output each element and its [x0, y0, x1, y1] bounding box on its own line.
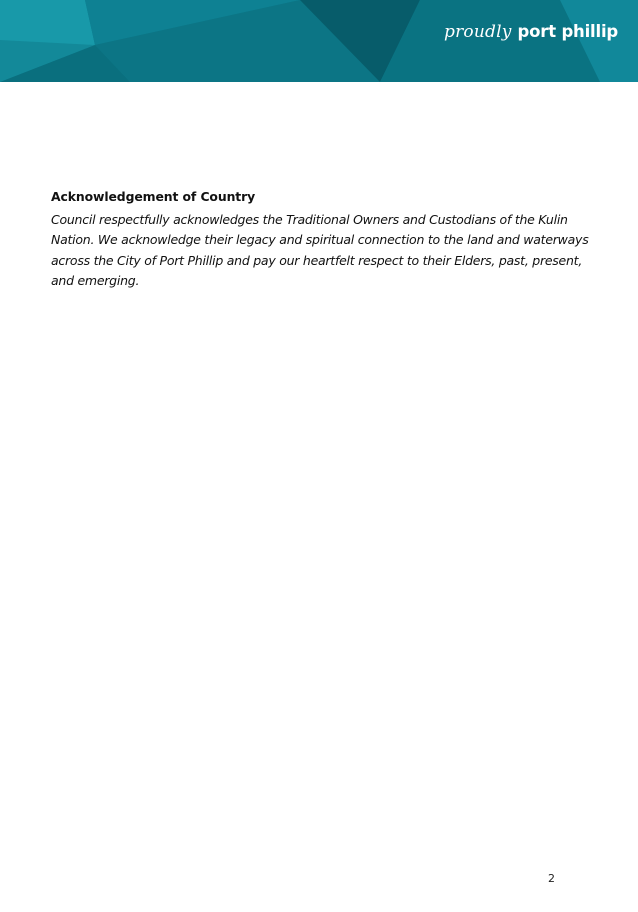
section-heading: Acknowledgement of Country: [51, 189, 256, 204]
acknowledgement-section: [51, 189, 591, 292]
logo-name-text: port phillip: [517, 22, 619, 41]
page-number: 2: [548, 872, 555, 885]
proudly-port-phillip-logo: [444, 22, 618, 48]
header-banner: [0, 0, 638, 82]
acknowledgement-paragraph: Council respectfully acknowledges the Traditional Owners and Custodians of the Kulin Nation. We acknowledge their legacy and spiritual connection to the land and waterways across the City of Port Phillip and pay our heartfelt respect to their Elders, past, present, and emerging.: [51, 212, 589, 289]
logo-script-text: proudly: [444, 22, 512, 42]
